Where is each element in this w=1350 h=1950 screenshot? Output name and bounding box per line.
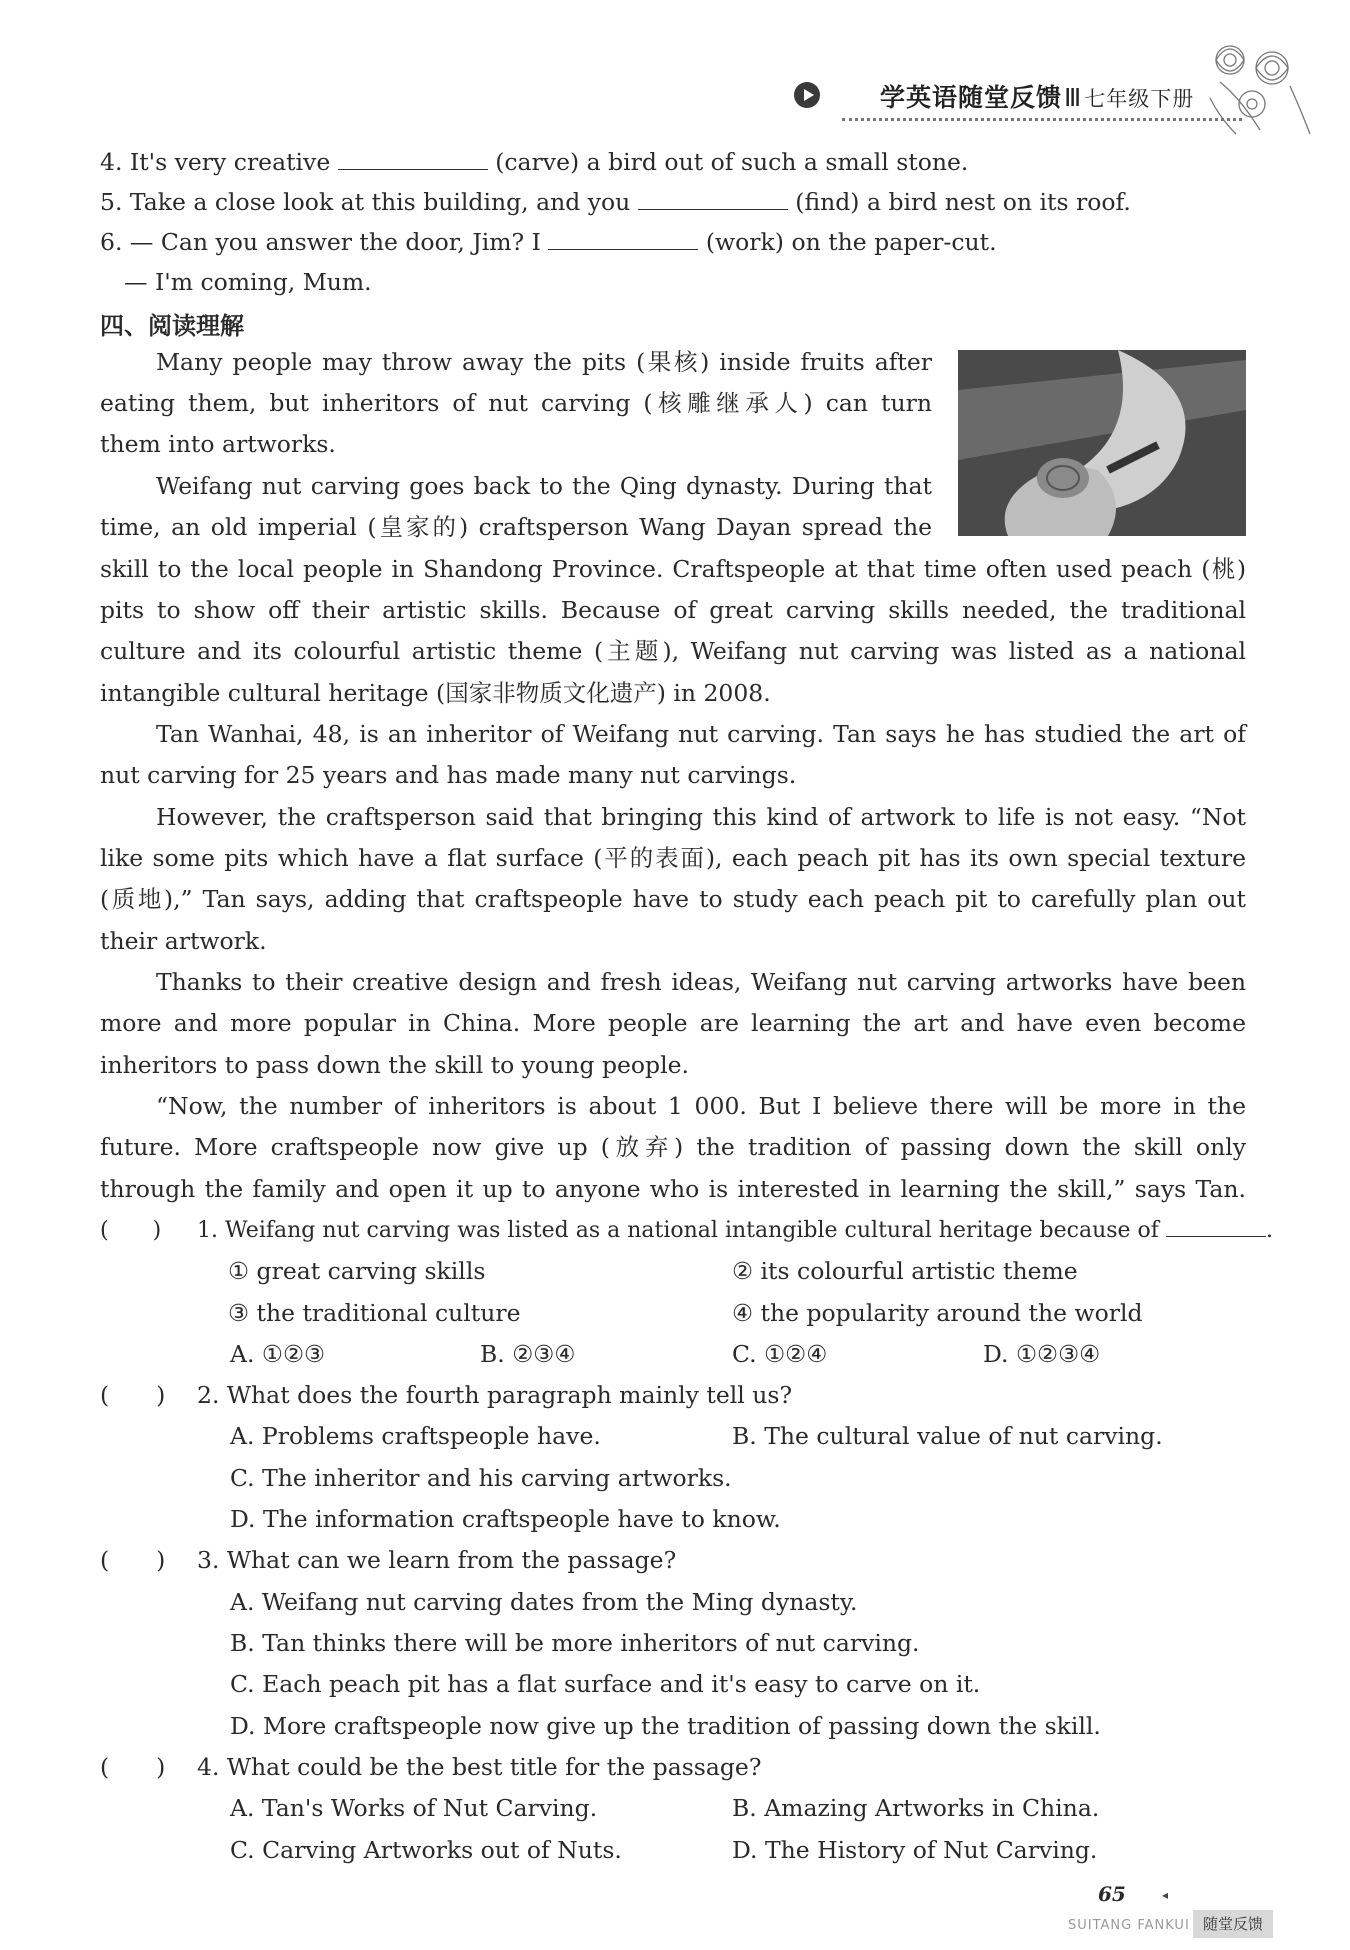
passage-line: nut carving for 25 years and has made many nut carvings. [100, 761, 797, 789]
q4-option-a[interactable]: A. Tan's Works of Nut Carving. [230, 1794, 598, 1822]
answer-blank[interactable] [548, 227, 698, 250]
passage-line: (质地),” Tan says, adding that craftspeople have to study each peach pit to carefully plan out [100, 885, 1246, 913]
exercise-6-reply: — I'm coming, Mum. [124, 268, 372, 296]
q1-option-b[interactable]: B. ②③④ [480, 1340, 576, 1368]
passage-line: culture and its colourful artistic theme (主题), Weifang nut carving was listed as a national [100, 637, 1246, 665]
q4-option-d[interactable]: D. The History of Nut Carving. [732, 1836, 1098, 1864]
q2-option-d[interactable]: D. The information craftspeople have to know. [230, 1505, 781, 1533]
play-icon [794, 82, 820, 108]
passage-line: future. More craftspeople now give up (放弃) the tradition of passing down the skill only [100, 1133, 1246, 1161]
q1-item: ① great carving skills [228, 1257, 486, 1285]
q1-option-c[interactable]: C. ①②④ [732, 1340, 828, 1368]
passage-line: “Now, the number of inheritors is about 1 000. But I believe there will be more in the [156, 1092, 1246, 1120]
passage-line: Weifang nut carving goes back to the Qing dynasty. During that [156, 472, 932, 500]
passage-line: However, the craftsperson said that bringing this kind of artwork to life is not easy. “Not [156, 803, 1246, 831]
passage-line: pits to show off their artistic skills. Because of great carving skills needed, the traditional [100, 596, 1246, 624]
passage-line: like some pits which have a flat surface (平的表面), each peach pit has its own special texture [100, 844, 1246, 872]
footer-series-latin: SUITANG FANKUI [1068, 1918, 1190, 1933]
q1-item: ③ the traditional culture [228, 1299, 521, 1327]
passage-line: inheritors to pass down the skill to young people. [100, 1051, 689, 1079]
answer-blank[interactable] [638, 187, 788, 210]
passage-line: intangible cultural heritage (国家非物质文化遗产) in 2008. [100, 679, 771, 707]
nut-carving-photo [958, 350, 1246, 536]
passage-line: Thanks to their creative design and fresh ideas, Weifang nut carving artworks have been [156, 968, 1246, 996]
page-header [790, 68, 1260, 128]
q1-item: ② its colourful artistic theme [732, 1257, 1078, 1285]
series-title: 学英语随堂反馈Ⅲ七年级下册 [880, 83, 1195, 112]
passage-line: eating them, but inheritors of nut carving (核雕继承人) can turn [100, 389, 932, 417]
q1-item: ④ the popularity around the world [732, 1299, 1143, 1327]
q3-option-d[interactable]: D. More craftspeople now give up the tradition of passing down the skill. [230, 1712, 1101, 1740]
passage-line: through the family and open it up to anyone who is interested in learning the skill,” says Tan. [100, 1175, 1246, 1203]
passage-line: Tan Wanhai, 48, is an inheritor of Weifang nut carving. Tan says he has studied the art of [156, 720, 1246, 748]
question-1: ( ) 1. Weifang nut carving was listed as a national intangible cultural heritage because of . [100, 1214, 1273, 1247]
passage-line: time, an old imperial (皇家的) craftsperson Wang Dayan spread the [100, 513, 932, 541]
question-2: ( ) 2. What does the fourth paragraph mainly tell us? [100, 1381, 793, 1409]
q4-option-b[interactable]: B. Amazing Artworks in China. [732, 1794, 1100, 1822]
answer-bracket[interactable]: ( ) [100, 1753, 166, 1781]
answer-blank[interactable] [338, 147, 488, 170]
footer-badge: 随堂反馈 [1193, 1910, 1273, 1938]
q3-option-c[interactable]: C. Each peach pit has a flat surface and it's easy to carve on it. [230, 1670, 981, 1698]
passage-line: skill to the local people in Shandong Province. Craftspeople at that time often used peach (桃) [100, 555, 1246, 583]
q2-option-c[interactable]: C. The inheritor and his carving artworks. [230, 1464, 732, 1492]
passage-line: them into artworks. [100, 430, 336, 458]
q3-option-b[interactable]: B. Tan thinks there will be more inheritors of nut carving. [230, 1629, 920, 1657]
answer-blank[interactable] [1166, 1214, 1266, 1237]
exercise-6: 6. — Can you answer the door, Jim? I (work) on the paper-cut. [100, 228, 997, 256]
triangle-left-icon: ◂ [1162, 1888, 1169, 1902]
q4-option-c[interactable]: C. Carving Artworks out of Nuts. [230, 1836, 622, 1864]
section-title: 四、阅读理解 [100, 312, 244, 340]
q1-option-a[interactable]: A. ①②③ [230, 1340, 326, 1368]
header-divider [842, 118, 1242, 121]
answer-bracket[interactable]: ( ) [100, 1381, 166, 1409]
answer-bracket[interactable]: ( ) [100, 1218, 162, 1243]
exercise-4: 4. It's very creative (carve) a bird out of such a small stone. [100, 148, 969, 176]
passage-line: Many people may throw away the pits (果核) inside fruits after [156, 348, 932, 376]
flower-decoration-icon [1200, 38, 1320, 148]
answer-bracket[interactable]: ( ) [100, 1546, 166, 1574]
q2-option-b[interactable]: B. The cultural value of nut carving. [732, 1422, 1163, 1450]
passage-line: more and more popular in China. More people are learning the art and have even become [100, 1009, 1246, 1037]
question-3: ( ) 3. What can we learn from the passage? [100, 1546, 677, 1574]
passage-line: their artwork. [100, 927, 267, 955]
q3-option-a[interactable]: A. Weifang nut carving dates from the Ming dynasty. [230, 1588, 858, 1616]
exercise-5: 5. Take a close look at this building, and you (find) a bird nest on its roof. [100, 188, 1131, 216]
page-number: 65 [1098, 1882, 1126, 1906]
question-4: ( ) 4. What could be the best title for the passage? [100, 1753, 762, 1781]
q2-option-a[interactable]: A. Problems craftspeople have. [230, 1422, 601, 1450]
q1-option-d[interactable]: D. ①②③④ [983, 1340, 1101, 1368]
